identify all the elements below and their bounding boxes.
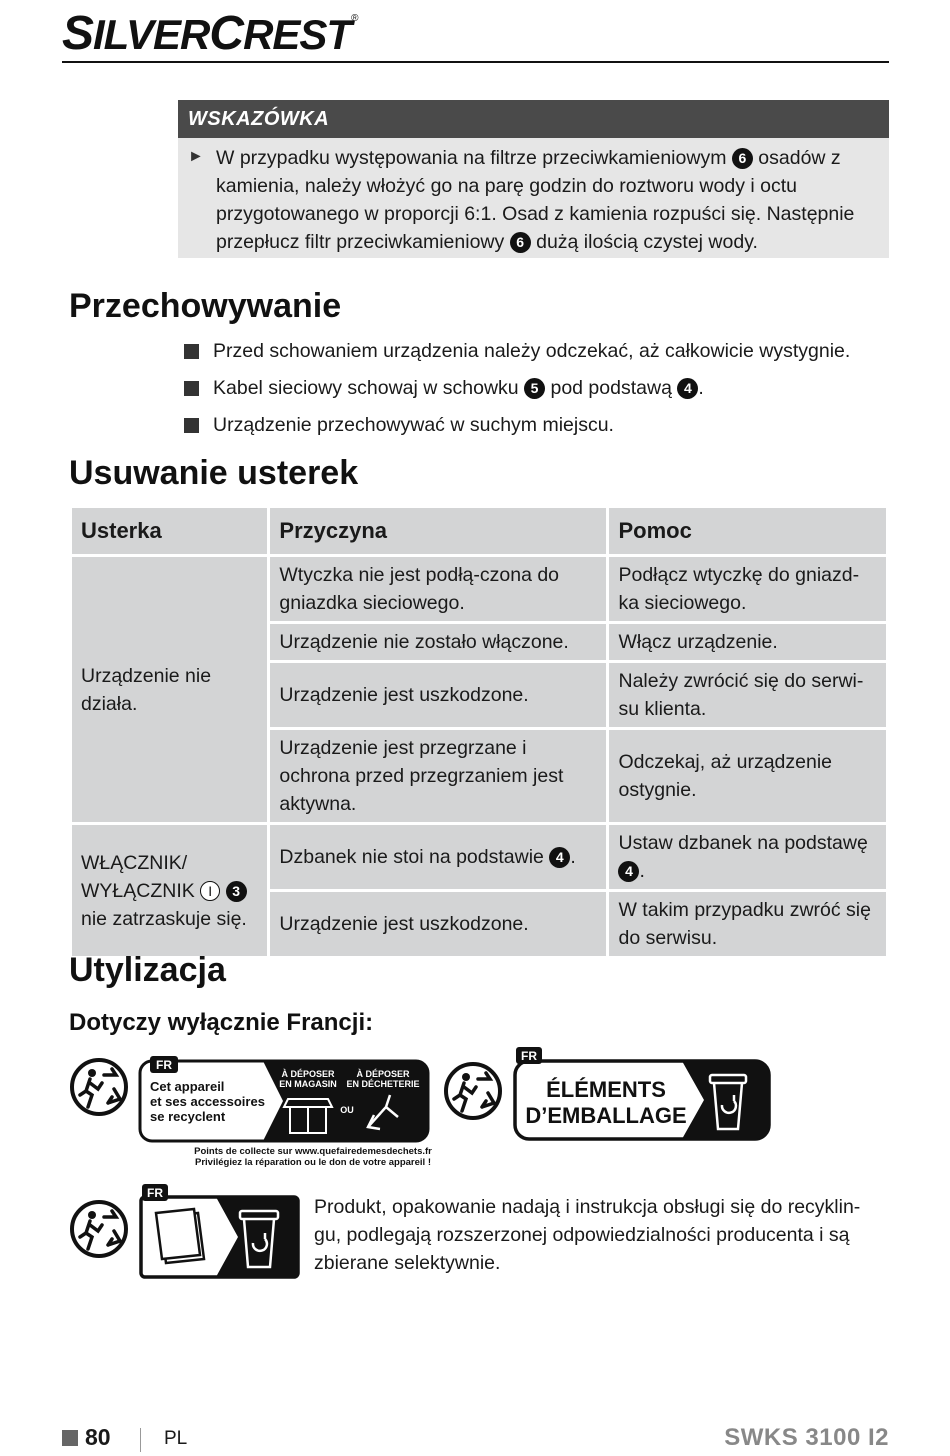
svg-text:EN MAGASIN: EN MAGASIN <box>279 1079 337 1089</box>
svg-text:Cet appareil: Cet appareil <box>150 1079 225 1094</box>
svg-text:Points de collecte sur www.que: Points de collecte sur www.quefairedemesdechets.fr <box>194 1146 432 1157</box>
table-row <box>72 557 886 621</box>
list-item: Kabel sieciowy schowaj w schowku 5 pod podstawą 4 . <box>184 375 884 401</box>
part-badge: 6 <box>510 232 531 253</box>
language-code: PL <box>164 1428 188 1449</box>
list-item: Przed schowaniem urządzenia należy odczekać, aż całkowicie wystygnie. <box>184 338 884 364</box>
table-row <box>72 825 886 889</box>
help-cell: Należy zwrócić się do serwi-su klienta. <box>609 663 886 727</box>
note-heading: WSKAZÓWKA <box>178 100 889 138</box>
triman-icon <box>446 1064 500 1118</box>
page-number: 80 <box>85 1424 111 1450</box>
disposal-title: Utylizacja <box>69 951 226 989</box>
svg-text:D’EMBALLAGE: D’EMBALLAGE <box>525 1103 687 1128</box>
svg-text:EN DÉCHETERIE: EN DÉCHETERIE <box>346 1079 420 1089</box>
svg-text:se recyclent: se recyclent <box>150 1109 226 1124</box>
header-help: Pomoc <box>609 508 886 554</box>
triman-paper-logo <box>68 1183 303 1280</box>
help-cell: Ustaw dzbanek na podstawę 4 . <box>609 825 886 889</box>
fault-cell: Urządzenie nie działa. <box>72 557 267 822</box>
svg-text:FR: FR <box>147 1186 163 1200</box>
troubleshooting-title: Usuwanie usterek <box>69 454 359 492</box>
cause-cell: Urządzenie nie zostało włączone. <box>270 624 606 660</box>
storage-list <box>184 338 884 449</box>
triman-icon <box>72 1060 126 1114</box>
list-item: Urządzenie przechowywać w suchym miejscu. <box>184 412 884 438</box>
svg-text:et ses accessoires: et ses accessoires <box>150 1094 265 1109</box>
cause-cell: Urządzenie jest przegrzane i ochrona przed przegrzaniem jest aktywna. <box>270 730 606 822</box>
note-text: W przypadku występowania na filtrze przeciwkamieniowym 6 osadów z kamienia, należy włożyć go na parę godzin do roztworu wody i octu przygotowanego w proporcji 6:1. Osad z kamienia rozpuści się. Następnie przepłucz filtr przeciwkamieniowy 6 dużą ilością czystej wody. <box>216 147 855 253</box>
triman-packaging-logo <box>442 1045 772 1145</box>
svg-text:À DÉPOSER: À DÉPOSER <box>356 1069 410 1079</box>
svg-text:Privilégiez la réparation ou l: Privilégiez la réparation ou le don de votre appareil ! <box>195 1157 431 1168</box>
table-header-row <box>72 508 886 554</box>
disposal-paragraph: Produkt, opakowanie nadają i instrukcja obsługi się do recyklin-gu, podlegają rozszerzonej odpowiedzialności producenta i są zbierane selektywnie. <box>314 1196 861 1274</box>
help-cell: W takim przypadku zwróć się do serwisu. <box>609 892 886 956</box>
paper-icon <box>156 1209 204 1263</box>
footer-divider <box>140 1428 141 1452</box>
cause-cell: Urządzenie jest uszkodzone. <box>270 892 606 956</box>
header-rule <box>62 61 889 63</box>
part-badge: 4 <box>677 378 698 399</box>
fault-cell: WŁĄCZNIK/ WYŁĄCZNIK I 3 nie zatrzaskuje się. <box>72 825 267 956</box>
part-badge: 6 <box>732 148 753 169</box>
triman-icon <box>72 1202 126 1256</box>
power-symbol-icon: I <box>200 881 220 901</box>
part-badge: 5 <box>524 378 545 399</box>
svg-text:FR: FR <box>156 1058 172 1072</box>
header-fault: Usterka <box>72 508 267 554</box>
svg-text:À DÉPOSER: À DÉPOSER <box>281 1069 335 1079</box>
triman-appliance-logo <box>68 1055 438 1170</box>
cause-cell: Dzbanek nie stoi na podstawie 4 . <box>270 825 606 889</box>
help-cell: Odczekaj, aż urządzenie ostygnie. <box>609 730 886 822</box>
arrow-icon: ► <box>188 148 204 165</box>
cause-cell: Wtyczka nie jest podłą-czona do gniazdka sieciowego. <box>270 557 606 621</box>
header-cause: Przyczyna <box>270 508 606 554</box>
model-number: SWKS 3100 I2 <box>724 1424 889 1451</box>
svg-text:OU: OU <box>340 1105 354 1115</box>
help-cell: Włącz urządzenie. <box>609 624 886 660</box>
troubleshooting-table <box>69 505 889 959</box>
brand-logo: SILVERCREST® <box>62 7 358 60</box>
part-badge: 4 <box>549 847 570 868</box>
part-badge: 4 <box>618 861 639 882</box>
svg-text:FR: FR <box>521 1049 537 1063</box>
cause-cell: Urządzenie jest uszkodzone. <box>270 663 606 727</box>
footer-marker <box>62 1430 78 1446</box>
help-cell: Podłącz wtyczkę do gniazd-ka sieciowego. <box>609 557 886 621</box>
note-box <box>178 100 889 258</box>
storage-title: Przechowywanie <box>69 287 342 325</box>
part-badge: 3 <box>226 881 247 902</box>
svg-text:ÉLÉMENTS: ÉLÉMENTS <box>546 1077 666 1102</box>
disposal-subtitle: Dotyczy wyłącznie Francji: <box>69 1009 374 1036</box>
